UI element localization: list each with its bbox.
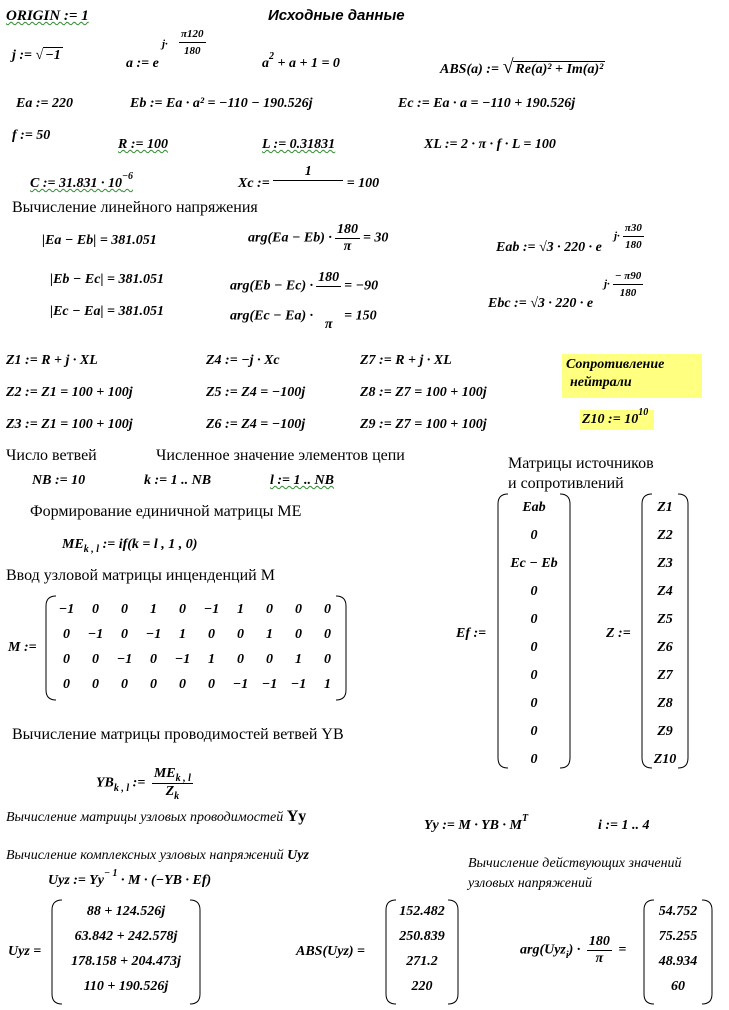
- arg-ea-eb: arg(Ea − Eb) · $\frac{180}{\pi}$ = 30: [248, 222, 389, 254]
- vector-item: 0: [530, 752, 538, 767]
- matrix-cell: 1: [179, 627, 186, 642]
- vector-item: Z3: [657, 556, 673, 571]
- matrix-cell: −1: [87, 627, 104, 642]
- matrix-cell: −1: [58, 602, 75, 617]
- f-definition: f := 50: [12, 128, 51, 143]
- vector-item: 0: [530, 696, 538, 711]
- abs-uyz-vector: [386, 902, 458, 1002]
- z4-definition: Z4 := −j · Xc: [206, 353, 280, 368]
- i-range: i := 1 .. 4: [598, 818, 650, 833]
- ea-definition: Ea := 220: [16, 96, 73, 111]
- eff-heading-2: узловых напряжений: [468, 876, 592, 891]
- z1-definition: Z1 := R + j · XL: [6, 353, 98, 368]
- c-definition: C := $31.831 \cdot 10^{-6}$: [30, 171, 134, 191]
- matrix-cell: 0: [150, 652, 157, 667]
- yb-formula: $YB_{k , l}$ := $\frac{ME_{k , l}}{Z_k}$: [96, 766, 191, 802]
- matrix-cell: −1: [290, 677, 307, 692]
- z-vector-label: Z :=: [606, 626, 631, 641]
- yy-heading: Вычисление матрицы узловых проводимостей Yy: [6, 808, 307, 825]
- arg-ec-ea: arg(Ec − Ea) · π = 150: [230, 308, 377, 332]
- matrix-cell: −1: [145, 627, 162, 642]
- matrix-cell: 0: [92, 652, 99, 667]
- matrix-cell: 0: [179, 602, 186, 617]
- sqrt-icon: √: [35, 48, 44, 63]
- a-exponent-j: j·: [162, 38, 168, 50]
- z9-definition: Z9 := Z7 = 100 + 100j: [360, 417, 487, 432]
- arg-uyz-vector: [644, 902, 712, 1002]
- me-formula: $ME_{k , l}$ := if(k = l , 1 , 0): [62, 537, 198, 555]
- matrix-cell: 0: [121, 627, 128, 642]
- vector-item: 178.158 + 204.473j: [71, 954, 181, 969]
- k-range: k := 1 .. NB: [144, 473, 212, 488]
- vector-item: Ec − Eb: [510, 556, 558, 571]
- l-range: l := 1 .. NB: [270, 473, 334, 488]
- r-definition: R := 100: [118, 137, 168, 152]
- vector-item: Eab: [522, 500, 546, 515]
- matrix-cell: 0: [324, 602, 331, 617]
- z10-definition: Z10 := $10^{10}$: [580, 410, 654, 430]
- neutral-label-line1: Сопротивление: [566, 357, 665, 372]
- sqrt-icon: √: [502, 56, 514, 78]
- z5-definition: Z5 := Z4 = −100j: [206, 385, 306, 400]
- uyz-label: Uyz =: [8, 944, 42, 959]
- vector-item: 0: [530, 528, 538, 543]
- matrix-cell: 0: [92, 677, 99, 692]
- matrix-cell: 1: [237, 602, 244, 617]
- uyz-heading: Вычисление комплексных узловых напряжений Uyz: [6, 848, 309, 863]
- neutral-label-line2: нейтрали: [570, 375, 632, 390]
- sources-label-2: и сопротивлений: [508, 475, 624, 492]
- abs-ec-ea: |Ec − Ea| = 381.051: [50, 304, 165, 319]
- matrix-cell: 1: [324, 677, 331, 692]
- yy-formula: Yy := M · YB · $M^T$: [424, 813, 529, 833]
- matrix-cell: 0: [237, 652, 244, 667]
- arg-eb-ec: arg(Eb − Ec) · 180 = −90: [230, 270, 379, 294]
- branch-count-label: Число ветвей: [6, 447, 97, 464]
- matrix-cell: −1: [232, 677, 249, 692]
- z8-definition: Z8 := Z7 = 100 + 100j: [360, 385, 487, 400]
- vector-item: 220: [411, 979, 433, 994]
- vector-item: 48.934: [658, 954, 698, 969]
- linear-heading: Вычисление линейного напряжения: [12, 199, 258, 216]
- vector-item: 0: [530, 640, 538, 655]
- uyz-formula: Uyz := $Yy^{- 1} \cdot M \cdot (-YB \cdot Ef)$: [48, 868, 212, 888]
- matrix-cell: 1: [266, 627, 273, 642]
- matrix-cell: 0: [63, 652, 70, 667]
- vector-item: 271.2: [406, 954, 438, 969]
- vector-item: 110 + 190.526j: [83, 979, 169, 994]
- yb-heading: Вычисление матрицы проводимостей ветвей YB: [12, 726, 344, 743]
- matrix-cell: 1: [150, 602, 157, 617]
- xl-definition: XL := 2 · π · f · L = 100: [424, 137, 556, 152]
- z3-definition: Z3 := Z1 = 100 + 100j: [6, 417, 133, 432]
- vector-item: 60: [671, 979, 685, 994]
- z2-definition: Z2 := Z1 = 100 + 100j: [6, 385, 133, 400]
- matrix-cell: 0: [121, 677, 128, 692]
- matrix-cell: −1: [261, 677, 278, 692]
- matrix-cell: 0: [324, 627, 331, 642]
- sources-label-1: Матрицы источников: [508, 455, 654, 472]
- m-matrix: [52, 598, 342, 698]
- vector-item: 250.839: [399, 929, 445, 944]
- matrix-cell: 0: [266, 652, 273, 667]
- vector-item: Z6: [657, 640, 673, 655]
- vector-item: Z4: [657, 584, 673, 599]
- vector-item: Z9: [657, 724, 673, 739]
- matrix-cell: 1: [295, 652, 302, 667]
- l-definition: L := 0.31831: [262, 137, 336, 152]
- eff-heading-1: Вычисление действующих значений: [468, 856, 682, 871]
- vector-item: Z1: [657, 500, 673, 515]
- matrix-cell: 0: [63, 627, 70, 642]
- vector-item: 152.482: [399, 904, 445, 919]
- matrix-cell: −1: [174, 652, 191, 667]
- incidence-heading: Ввод узловой матрицы инценденций M: [6, 567, 275, 584]
- z7-definition: Z7 := R + j · XL: [360, 353, 452, 368]
- matrix-cell: 0: [63, 677, 70, 692]
- page-title: Исходные данные: [268, 7, 405, 24]
- vector-item: Z10: [653, 752, 677, 767]
- matrix-cell: 0: [295, 627, 302, 642]
- vector-item: 63.842 + 242.578j: [74, 929, 178, 944]
- a-definition: a := e: [126, 56, 159, 71]
- vector-item: 88 + 124.526j: [86, 904, 166, 919]
- matrix-cell: 0: [208, 677, 215, 692]
- element-values-label: Численное значение элементов цепи: [156, 447, 405, 464]
- neutral-label-box: [562, 354, 702, 398]
- vector-item: 75.255: [658, 929, 698, 944]
- vector-item: Z5: [657, 612, 673, 627]
- matrix-cell: 1: [208, 652, 215, 667]
- arg-uyz-formula: arg(Uyz$_i$) · $\frac{180}{\pi}$ =: [520, 934, 627, 966]
- j-definition: j := √ −1: [12, 48, 61, 63]
- matrix-cell: 0: [237, 627, 244, 642]
- z-vector: [642, 498, 688, 768]
- matrix-cell: −1: [116, 652, 133, 667]
- matrix-cell: 0: [150, 677, 157, 692]
- abs-eb-ec: |Eb − Ec| = 381.051: [50, 272, 165, 287]
- m-label: M :=: [8, 640, 37, 655]
- abs-ea-eb: |Ea − Eb| = 381.051: [42, 233, 157, 248]
- xc-definition: Xc := 1 = 100: [238, 164, 380, 191]
- sqrt-icon: √: [538, 240, 547, 255]
- origin-definition: ORIGIN := 1: [6, 8, 89, 24]
- vector-item: Z7: [657, 668, 673, 683]
- uyz-vector: [52, 902, 200, 1002]
- matrix-cell: 0: [179, 677, 186, 692]
- nb-definition: NB := 10: [32, 473, 86, 488]
- matrix-cell: 0: [324, 652, 331, 667]
- me-heading: Формирование единичной матрицы ME: [30, 503, 302, 520]
- ef-label: Ef :=: [456, 626, 487, 641]
- a-exponent-frac: $\frac{\pi 120}{180}$: [181, 28, 204, 57]
- eb-definition: Eb := Ea · a² = −110 − 190.526j: [130, 96, 313, 111]
- ebc-definition: Ebc := √3 · 220 · e: [488, 296, 594, 311]
- eab-exponent: j· $\frac{\pi 30}{180}$: [614, 222, 642, 251]
- vector-item: Z8: [657, 696, 673, 711]
- ec-definition: Ec := Ea · a = −110 + 190.526j: [398, 96, 576, 111]
- matrix-cell: 0: [266, 602, 273, 617]
- z6-definition: Z6 := Z4 = −100j: [206, 417, 306, 432]
- ebc-exponent: j· $\frac{- \pi 90}{180}$: [604, 270, 642, 299]
- vector-item: Z2: [657, 528, 673, 543]
- vector-item: 0: [530, 612, 538, 627]
- matrix-cell: 0: [92, 602, 99, 617]
- vector-item: 54.752: [658, 904, 698, 919]
- matrix-cell: 0: [295, 602, 302, 617]
- abs-uyz-label: ABS(Uyz) =: [296, 944, 366, 959]
- matrix-cell: 0: [121, 602, 128, 617]
- ef-vector: [498, 498, 570, 768]
- matrix-cell: 0: [208, 627, 215, 642]
- eab-definition: Eab := √3 · 220 · e: [496, 240, 602, 255]
- vector-item: 0: [530, 668, 538, 683]
- vector-item: 0: [530, 584, 538, 599]
- vector-item: 0: [530, 724, 538, 739]
- a-equation: $a^2 + a + 1 = 0$: [262, 51, 340, 71]
- matrix-cell: −1: [203, 602, 220, 617]
- abs-definition: ABS(a) := √ Re(a)² + Im(a)²: [440, 56, 604, 78]
- sqrt-icon: √: [530, 296, 538, 311]
